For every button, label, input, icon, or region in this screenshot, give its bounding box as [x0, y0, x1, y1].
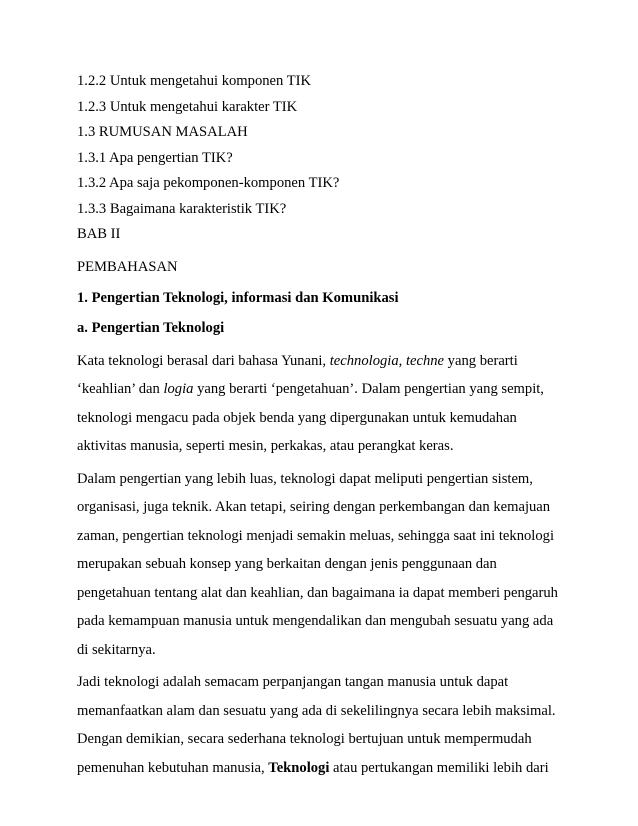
toc-line: 1.2.2 Untuk mengetahui komponen TIK: [77, 73, 312, 89]
paragraph-1: [77, 347, 577, 461]
paragraph-line: Dengan demikian, secara sederhana teknologi bertujuan untuk mempermudah: [77, 731, 532, 747]
chapter-label: BAB II: [77, 226, 121, 242]
paragraph-line: Kata teknologi berasal dari bahasa Yunani, technologia, techne yang berarti: [77, 352, 518, 369]
italic-term: techne: [405, 352, 445, 369]
toc-list: [77, 69, 577, 248]
paragraph-line: merupakan sebuah konsep yang berkaitan dengan jenis penggunaan dan: [77, 556, 497, 572]
paragraph-line: organisasi, juga teknik. Akan tetapi, seiring dengan perkembangan dan kemajuan: [77, 499, 551, 515]
italic-term: technologia: [329, 352, 399, 369]
toc-line: 1.3.2 Apa saja pekomponen-komponen TIK?: [77, 175, 340, 191]
section-title: PEMBAHASAN: [77, 259, 178, 275]
paragraph-line: Jadi teknologi adalah semacam perpanjangan tangan manusia untuk dapat: [77, 674, 509, 690]
paragraph-line: ‘keahlian’ dan logia yang berarti ‘pengetahuan’. Dalam pengertian yang sempit,: [77, 381, 544, 397]
paragraph-line: Dalam pengertian yang lebih luas, teknologi dapat meliputi pengertian sistem,: [77, 470, 533, 487]
paragraph-line: teknologi mengacu pada objek benda yang dipergunakan untuk kemudahan: [77, 409, 517, 426]
paragraph-line: aktivitas manusia, seperti mesin, perkakas, atau perangkat keras.: [77, 438, 454, 454]
paragraph-line: di sekitarnya.: [77, 641, 156, 658]
paragraph-3: [77, 668, 577, 782]
heading-1: 1. Pengertian Teknologi, informasi dan Komunikasi: [77, 289, 399, 306]
paragraph-line: pada kemampuan manusia untuk mengendalikan dan mengubah sesuatu yang ada: [77, 613, 554, 629]
paragraph-line: memanfaatkan alam dan sesuatu yang ada di sekelilingnya secara lebih maksimal.: [77, 702, 556, 719]
toc-line: 1.3.1 Apa pengertian TIK?: [77, 149, 233, 166]
toc-line: 1.3 RUMUSAN MASALAH: [77, 124, 248, 140]
paragraph-2: [77, 465, 577, 665]
paragraph-line: pemenuhan kebutuhan manusia, Teknologi atau pertukangan memiliki lebih dari: [77, 759, 549, 776]
italic-term: logia: [163, 381, 194, 397]
toc-line: 1.3.3 Bagaimana karakteristik TIK?: [77, 200, 287, 217]
bold-term: Teknologi: [268, 759, 330, 776]
paragraph-line: zaman, pengertian teknologi menjadi semakin meluas, sehingga saat ini teknologi: [77, 527, 555, 544]
heading-a: a. Pengertian Teknologi: [77, 320, 225, 336]
content: [77, 253, 577, 782]
toc-line: 1.2.3 Untuk mengetahui karakter TIK: [77, 98, 298, 115]
paragraph-line: pengetahuan tentang alat dan keahlian, dan bagaimana ia dapat memberi pengaruh: [77, 584, 558, 601]
